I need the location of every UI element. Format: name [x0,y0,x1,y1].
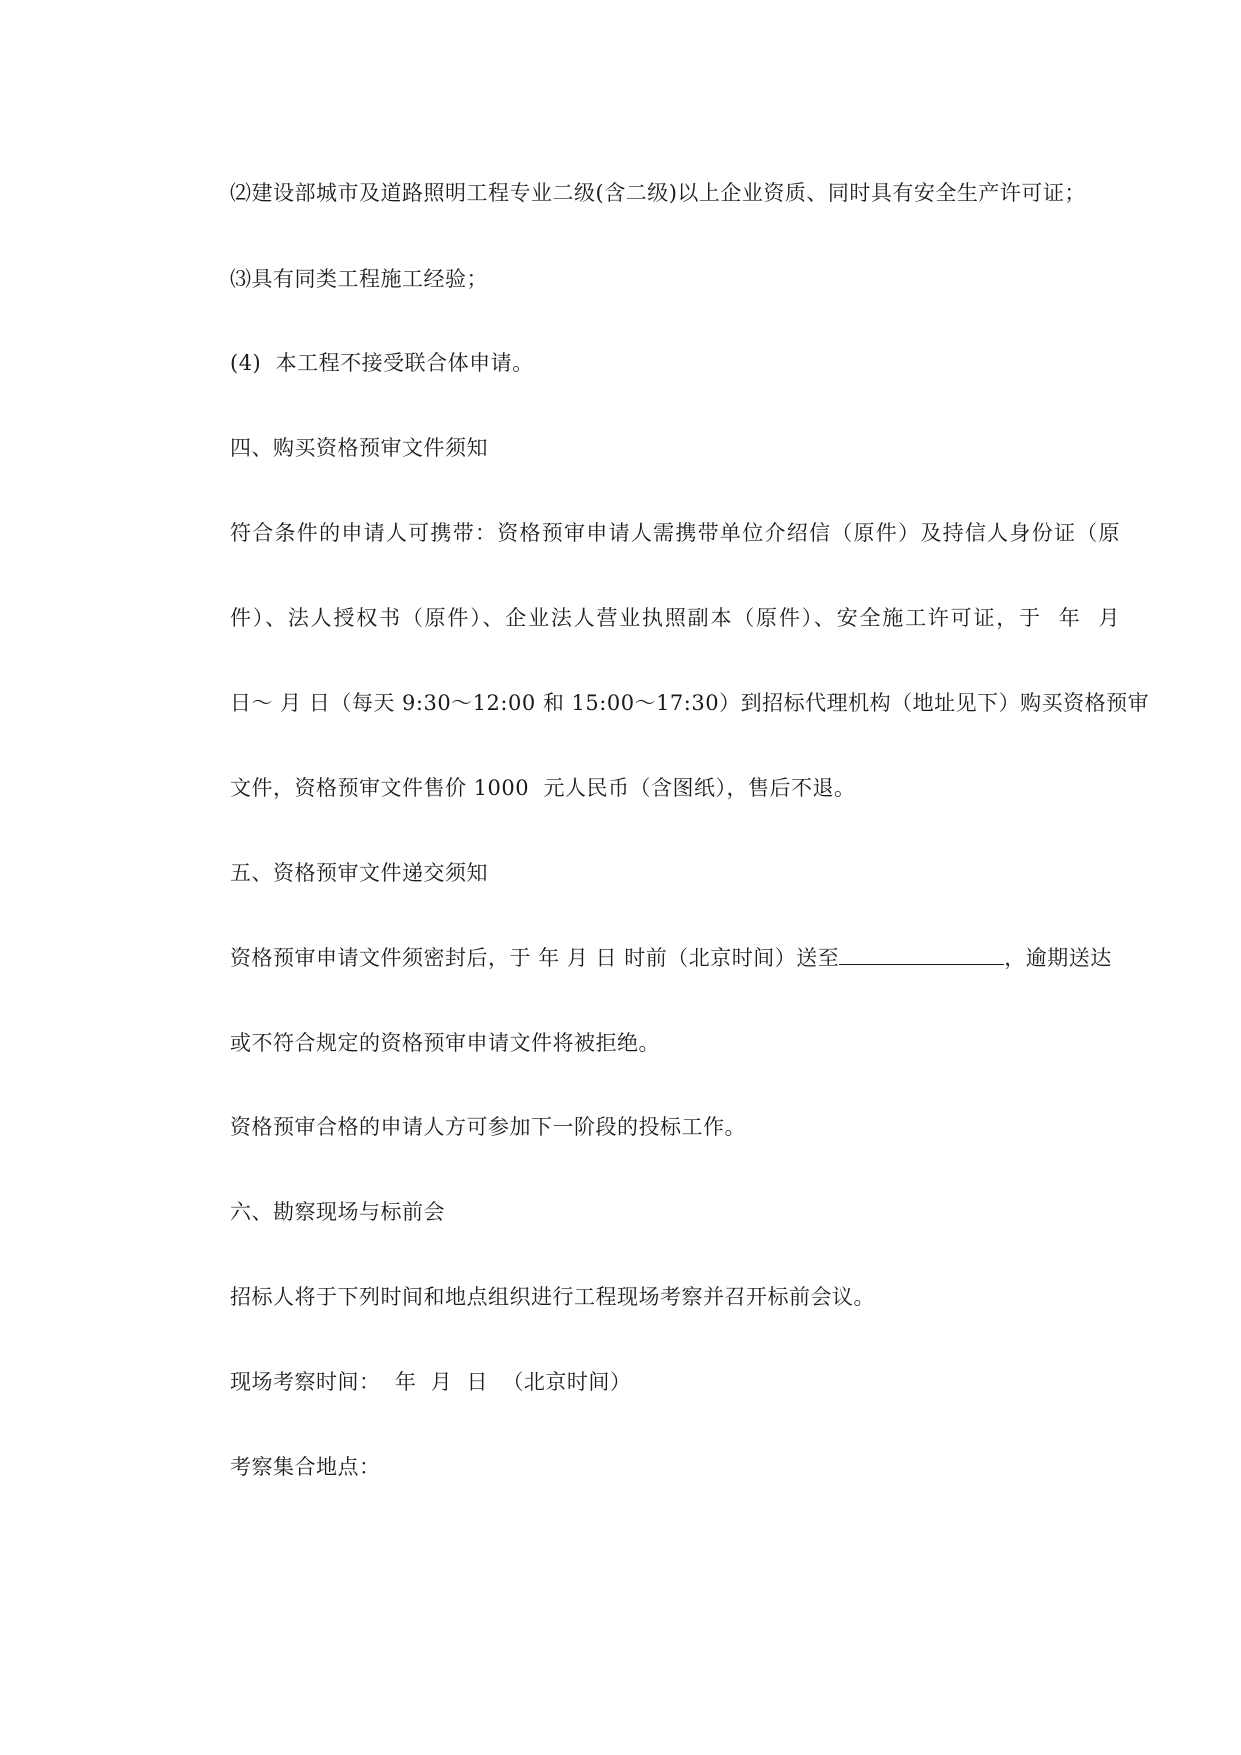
section-4-paragraph-line-4: 文件，资格预审文件售价 1000 元人民币（含图纸），售后不退。 [230,776,856,800]
qualification-item-2: ⑵建设部城市及道路照明工程专业二级(含二级)以上企业资质、同时具有安全生产许可证； [230,181,1086,205]
section-5-line-1-tail: ，逾期送达 [1004,946,1112,970]
section-5-line-1-text: 资格预审申请文件须密封后，于 年 月 日 时前（北京时间）送至 [230,946,840,970]
site-meeting-location: 考察集合地点： [230,1455,381,1479]
section-6-paragraph-line-1: 招标人将于下列时间和地点组织进行工程现场考察并召开标前会议。 [230,1285,875,1309]
qualification-item-3: ⑶具有同类工程施工经验； [230,267,488,291]
section-6-heading: 六、勘察现场与标前会 [230,1200,445,1224]
section-4-paragraph-line-1: 符合条件的申请人可携带：资格预审申请人需携带单位介绍信（原件）及持信人身份证（原 [230,521,1120,545]
section-5-heading: 五、资格预审文件递交须知 [230,861,488,885]
delivery-location-blank [839,944,1004,965]
site-inspection-time: 现场考察时间： 年 月 日 （北京时间） [230,1370,632,1394]
section-5-paragraph-line-3: 资格预审合格的申请人方可参加下一阶段的投标工作。 [230,1115,746,1139]
section-4-paragraph-line-2: 件）、法人授权书（原件）、企业法人营业执照副本（原件）、安全施工许可证，于 年 月 [230,606,1120,630]
section-5-paragraph-line-2: 或不符合规定的资格预审申请文件将被拒绝。 [230,1031,660,1055]
section-5-paragraph-line-1 [230,943,1120,973]
qualification-item-4: (4) 本工程不接受联合体申请。 [230,351,534,375]
section-4-paragraph-line-3: 日～ 月 日（每天 9:30～12:00 和 15:00～17:30）到招标代理机构（地址见下）购买资格预审 [230,691,1150,715]
section-4-heading: 四、购买资格预审文件须知 [230,436,488,460]
